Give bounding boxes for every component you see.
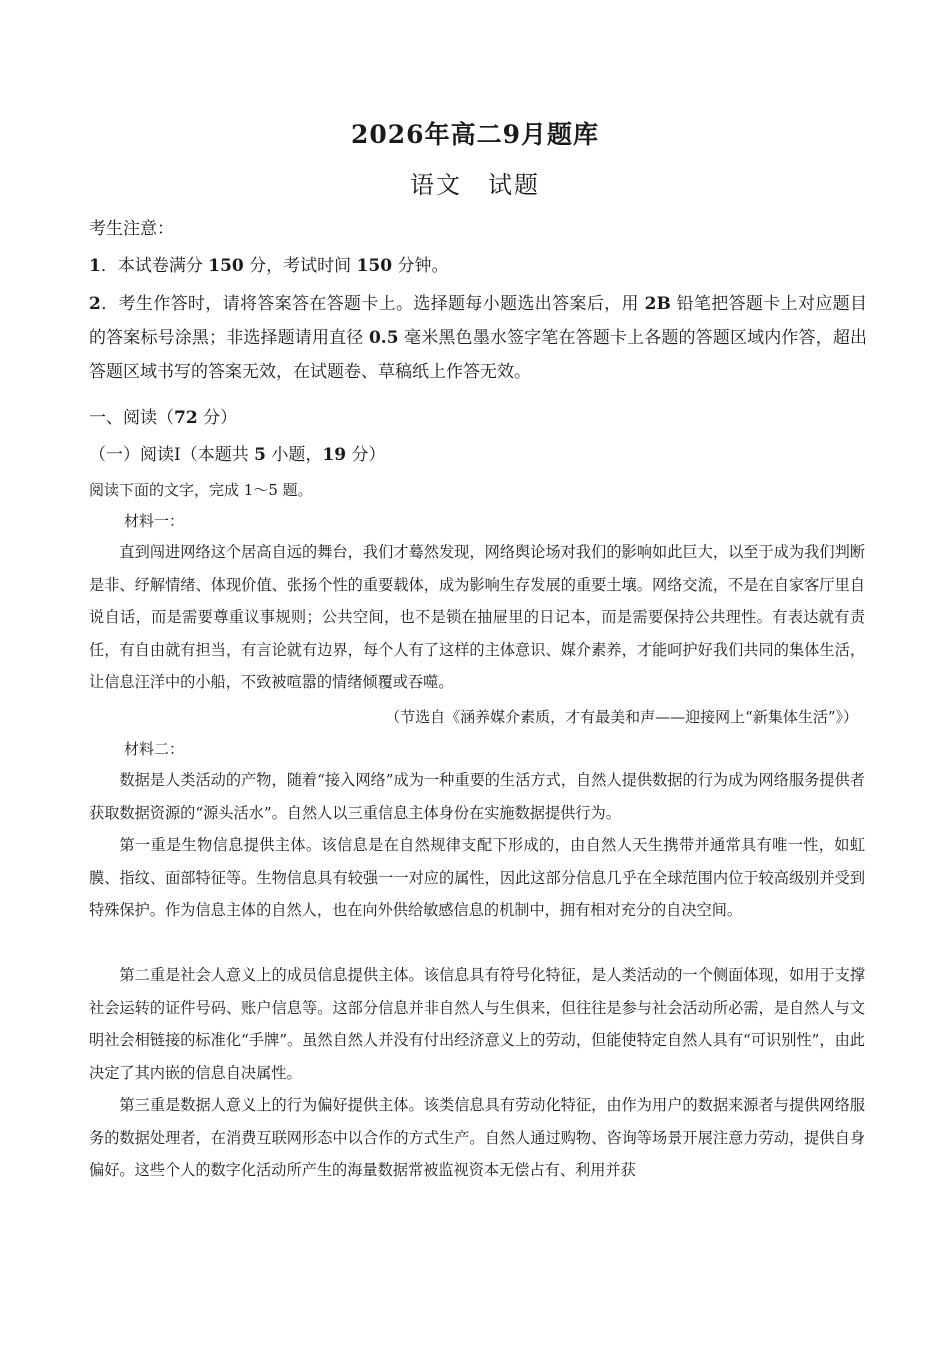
subsection-text: （一）阅读Ⅰ（本题共	[89, 445, 255, 465]
notice-text: ．考生作答时，请将答案答在答题卡上。选择题每小题选出答案后，用	[100, 294, 645, 314]
notice-text: 毫米黑色墨水签字笔在答题卡上各题的答题区域内作答，超出答题区域书写的答案无效，在试题卷、草稿纸上作答无效。	[89, 328, 868, 382]
material-2-label: 材料二：	[124, 740, 185, 758]
notice-number: 150	[356, 256, 393, 276]
notice-number: 0.5	[368, 328, 399, 348]
notice-item-2	[89, 287, 867, 389]
material-2-paragraph-1: 数据是人类活动的产物，随着“接入网络”成为一种重要的生活方式，自然人提供数据的行为成为网络服务提供者获取数据资源的“源头活水”。自然人以三重信息主体身份在实施数据提供行为。	[89, 771, 865, 822]
material-2-paragraph-4: 第三重是数据人意义上的行为偏好提供主体。该类信息具有劳动化特征，由作为用户的数据来源者与提供网络服务的数据处理者，在消费互联网形态中以合作的方式生产。自然人通过购物、咨询等场景开展注意力劳动，提供自身偏好。这些个人的数字化活动所产生的海量数据常被监视资本无偿占有、利用并获	[89, 1096, 865, 1179]
subsection-text: 分）	[346, 445, 386, 465]
material-1-paragraph: 直到闯进网络这个居高自远的舞台，我们才蓦然发现，网络舆论场对我们的影响如此巨大，以至于成为我们判断是非、纾解情绪、体现价值、张扬个性的重要载体，成为影响生存发展的重要土壤。网络交流，不是在自家客厅里自说自话，而是需要尊重议事规则；公共空间，也不是锁在抽屉里的日记本，而是需要保持公共理性。有表达就有责任，有自由就有担当，有言论就有边界，每个人有了这样的主体意识、媒介素养，才能呵护好我们共同的集体生活，让信息汪洋中的小船，不致被喧嚣的情绪倾覆或吞噬。	[89, 543, 865, 691]
material-1-label: 材料一：	[124, 512, 185, 530]
section-score: 72	[174, 408, 198, 428]
section-heading-text: 一、阅读（	[89, 408, 174, 428]
notice-item-2-number: 2	[89, 294, 101, 314]
reading-instruction: 阅读下面的文字，完成 1～5 题。	[89, 481, 313, 499]
notice-text: 分，考试时间	[243, 256, 357, 276]
notice-number: 150	[208, 256, 244, 276]
subsection-heading	[89, 440, 385, 465]
material-2-paragraph-3: 第二重是社会人意义上的成员信息提供主体。该信息具有符号化特征，是人类活动的一个侧面体现，如用于支撑社会运转的证件号码、账户信息等。这部分信息并非自然人与生俱来，但往往是参与社会活动所必需，是自然人与文明社会相链接的标准化“手牌”。虽然自然人并没有付出经济意义上的劳动，但能使特定自然人具有“可识别性”，由此决定了其内嵌的信息自决属性。	[89, 966, 865, 1082]
page-title: 2026年高二9月题库	[351, 120, 599, 149]
page-subtitle: 语文 试题	[410, 171, 540, 199]
notice-text: ．本试卷满分	[100, 256, 209, 276]
notice-item-1-number: 1	[89, 256, 101, 276]
subsection-text: 小题，	[265, 445, 323, 465]
section-heading	[89, 403, 237, 428]
material-1-source: （节选自《涵养媒介素质，才有最美和声——迎接网上“新集体生活”》）	[385, 708, 858, 726]
subsection-count: 5	[254, 445, 266, 465]
notice-item-1	[89, 249, 867, 283]
notice-text: 铅笔把答题卡上对应题目的答案标号涂黑；非选择题请用直径	[89, 294, 868, 348]
notice-number: 2B	[644, 294, 671, 314]
notice-text: 分钟。	[392, 256, 449, 276]
material-2-paragraph-2: 第一重是生物信息提供主体。该信息是在自然规律支配下形成的，由自然人天生携带并通常具有唯一性，如虹膜、指纹、面部特征等。生物信息具有较强一一对应的属性，因此这部分信息几乎在全球范围内位于较高级别并受到特殊保护。作为信息主体的自然人，也在向外供给敏感信息的机制中，拥有相对充分的自决空间。	[89, 836, 865, 919]
section-heading-text: 分）	[197, 408, 238, 428]
notice-heading: 考生注意：	[89, 219, 174, 239]
subsection-score: 19	[322, 445, 347, 465]
